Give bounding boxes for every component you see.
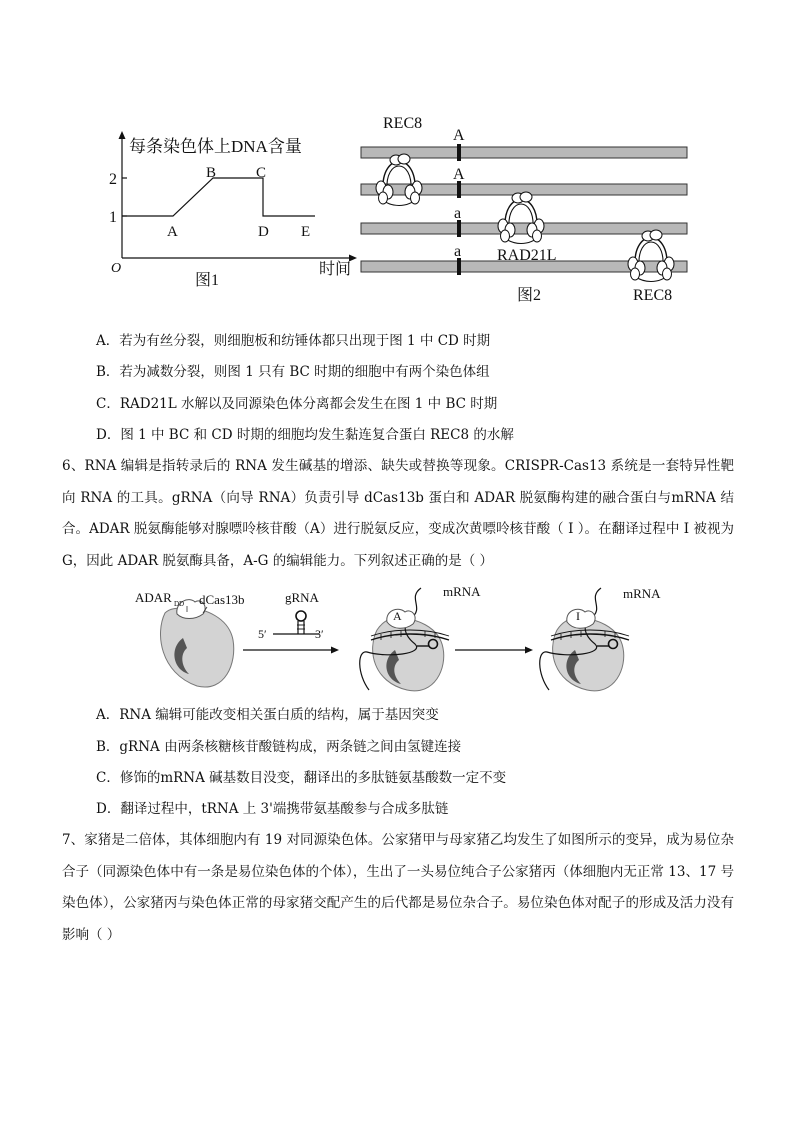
q6-fig-adar-label: ADAR xyxy=(135,590,172,605)
q6-fig-base-a: A xyxy=(393,609,402,623)
q6-fig-base-i: I xyxy=(576,609,580,623)
q6-option-b: B．gRNA 由两条核糖核苷酸链构成，两条链之间由氢键连接 xyxy=(96,739,462,755)
fig2-caption: 图2 xyxy=(517,287,542,304)
q6-option-a: A．RNA 编辑可能改变相关蛋白质的结构，属于基因突变 xyxy=(96,707,439,723)
q6-fig-dcas13b-label: dCas13b xyxy=(199,592,245,607)
q6-fig-mrna2: mRNA xyxy=(623,586,661,601)
q6-fig-adar-subscript: DD xyxy=(174,600,185,608)
q5-option-d: D．图 1 中 BC 和 CD 时期的细胞均发生黏连复合蛋白 REC8 的水解 xyxy=(96,427,514,443)
fig1-ylabel: 每条染色体上DNA含量 xyxy=(129,137,302,156)
figure-1-dna-content-graph xyxy=(105,128,365,298)
q6-option-d: D．翻译过程中，tRNA 上 3'端携带氨基酸参与合成多肽链 xyxy=(96,801,449,817)
q5-option-a: A．若为有丝分裂，则细胞板和纺锤体都只出现于图 1 中 CD 时期 xyxy=(96,333,491,349)
q6-option-c: C．修饰的mRNA 碱基数目没变，翻译出的多肽链氨基酸数一定不变 xyxy=(96,770,507,786)
q6-fig-5prime: 5′ xyxy=(258,627,267,641)
q6-fig-grna-label: gRNA xyxy=(285,590,319,605)
q5-option-c: C．RAD21L 水解以及同源染色体分离都会发生在图 1 中 BC 时期 xyxy=(96,396,498,412)
fig1-caption: 图1 xyxy=(195,272,220,289)
fig1-point-c: C xyxy=(256,165,267,181)
q5-option-b: B．若为减数分裂，则图 1 只有 BC 时期的细胞中有两个染色体组 xyxy=(96,364,490,380)
fig2-label-a3: a xyxy=(454,205,462,222)
q7-stem: 7、家猪是二倍体，其体细胞内有 19 对同源染色体。公家猪甲与母家猪乙均发生了如图所示的变异，成为易位杂合子（同源染色体中有一条是易位染色体的个体），生出了一头易位纯合子公家猪丙（体细胞内无正常 13、17 号染色体），公家猪丙与染色体正常的母家猪交配产生的后代都是易位杂合子。易位染色体对配子的形成及活力没有影响（ ） xyxy=(62,832,734,943)
fig1-ytick-1: 1 xyxy=(109,209,117,226)
q6-fig-3prime: 3′ xyxy=(315,627,324,641)
fig1-point-d: D xyxy=(258,224,269,240)
fig1-ytick-2: 2 xyxy=(109,171,117,188)
q6-figure-rna-editing xyxy=(125,578,685,696)
q6-stem: 6、RNA 编辑是指转录后的 RNA 发生碱基的增添、缺失或替换等现象。CRISPR-Cas13 系统是一套特异性靶向 RNA 的工具。gRNA（向导 RNA）负责引导 dCas13b 蛋白和 ADAR 脱氨酶构建的融合蛋白与mRNA 结合。ADAR 脱氨酶能够对腺嘌呤核苷酸（A）进行脱氨反应，变成次黄嘌呤核苷酸（ I ）。在翻译过程中 I 被视为 G，因此 ADAR 脱氨酶具备，A-G 的编辑能力。下列叙述正确的是（ ） xyxy=(62,458,734,569)
fig2-label-a2: A xyxy=(453,166,465,183)
q6-fig-mrna1: mRNA xyxy=(443,584,481,599)
fig2-label-a4: a xyxy=(454,243,462,260)
fig2-label-rad21l: RAD21L xyxy=(497,247,557,264)
fig2-label-rec8-bottom: REC8 xyxy=(633,287,673,304)
fig2-label-a1: A xyxy=(453,127,465,144)
fig1-point-b: B xyxy=(206,165,217,181)
fig1-point-e: E xyxy=(301,224,311,240)
fig1-point-a: A xyxy=(167,224,178,240)
figure-2-chromosome-cohesin xyxy=(355,110,695,305)
fig2-label-rec8-top: REC8 xyxy=(383,115,423,132)
fig1-xlabel: 时间 xyxy=(319,261,352,278)
fig1-origin: O xyxy=(111,261,122,276)
